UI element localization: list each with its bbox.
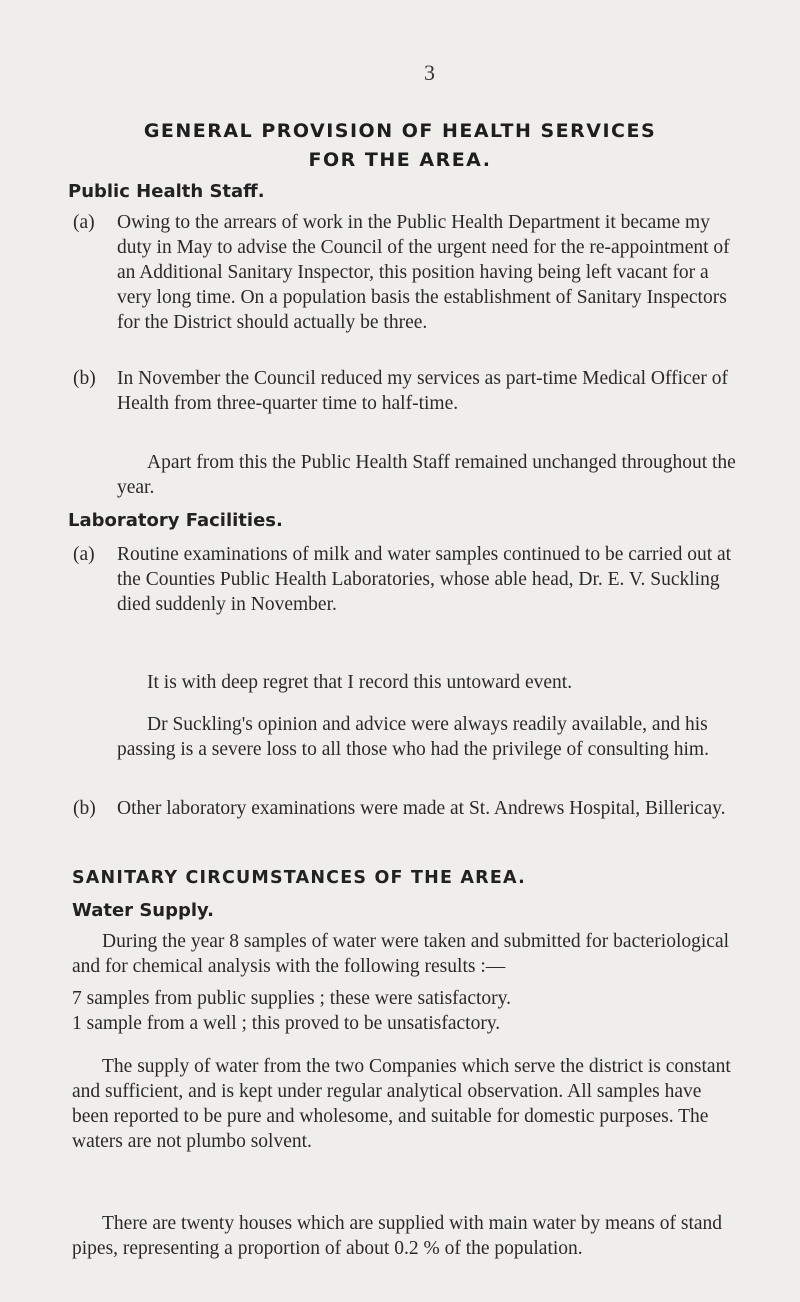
sanitary-circumstances-title: SANITARY CIRCUMSTANCES OF THE AREA.: [72, 868, 526, 888]
main-title-line-2: FOR THE AREA.: [308, 149, 492, 171]
water-result-1: 7 samples from public supplies ; these were satisfactory.: [72, 988, 511, 1009]
item-b-label: (b): [73, 798, 96, 819]
water-supply-paragraph: The supply of water from the two Companies which serve the district is constant and sufficient, and is kept under regular analytical observation. All samples have been reported to be pure and wholesome, and suitable for domestic purposes. The waters are not plumbo solvent.: [72, 1056, 731, 1152]
public-health-apart-paragraph: Apart from this the Public Health Staff remained unchanged throughout the year.: [117, 452, 736, 498]
item-b-label: (b): [73, 368, 96, 389]
laboratory-opinion-paragraph: Dr Suckling's opinion and advice were always readily available, and his passing is a severe loss to all those who had the privilege of consulting him.: [117, 714, 709, 760]
laboratory-a-paragraph: Routine examinations of milk and water samples continued to be carried out at the Counties Public Health Laboratories, whose able head, Dr. E. V. Suckling died suddenly in November.: [117, 544, 732, 615]
public-health-a-paragraph: Owing to the arrears of work in the Public Health Department it became my duty in May to advise the Council of the urgent need for the re-appointment of an Additional Sanitary Inspector, this position having being left vacant for a very long time. On a population basis the establishment of Sanitary Inspectors for the District should actually be three.: [117, 212, 730, 333]
water-intro-paragraph: During the year 8 samples of water were taken and submitted for bacteriological and for chemical analysis with the following results :—: [72, 931, 730, 977]
water-houses-paragraph: There are twenty houses which are supplied with main water by means of stand pipes, representing a proportion of about 0.2 % of the population.: [72, 1213, 723, 1259]
water-supply-heading: Water Supply.: [72, 900, 214, 921]
public-health-b-paragraph: In November the Council reduced my services as part-time Medical Officer of Health from three-quarter time to half-time.: [117, 368, 728, 414]
main-title-line-1: GENERAL PROVISION OF HEALTH SERVICES: [143, 120, 657, 142]
public-health-staff-heading: Public Health Staff.: [68, 181, 265, 202]
laboratory-facilities-heading: Laboratory Facilities.: [68, 510, 283, 531]
page-number: 3: [424, 60, 435, 85]
water-result-2: 1 sample from a well ; this proved to be unsatisfactory.: [72, 1013, 501, 1034]
laboratory-regret-paragraph: It is with deep regret that I record this untoward event.: [147, 672, 573, 693]
item-a-label: (a): [73, 544, 95, 565]
item-a-label: (a): [73, 212, 95, 233]
laboratory-b-paragraph: Other laboratory examinations were made at St. Andrews Hospital, Billericay.: [117, 798, 726, 819]
